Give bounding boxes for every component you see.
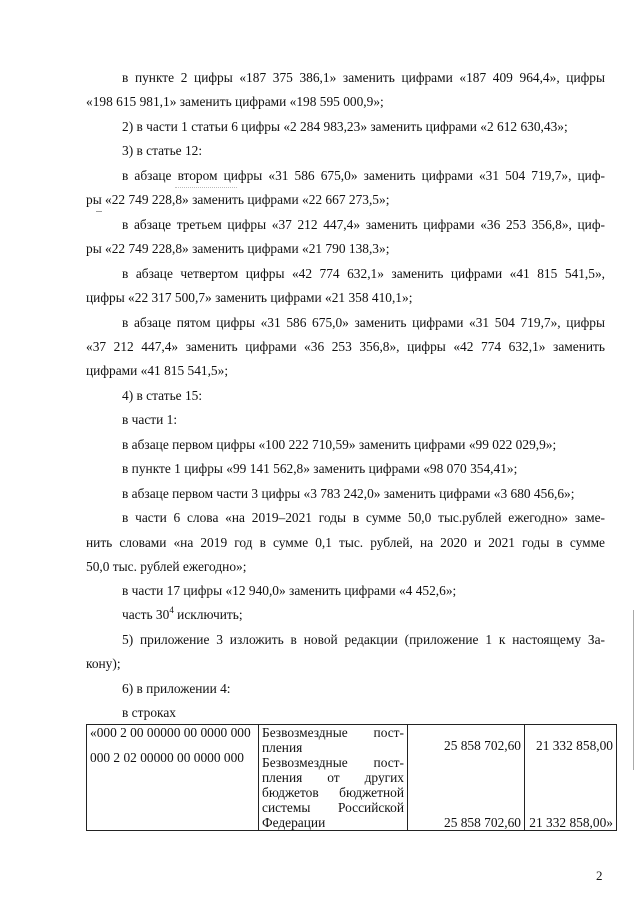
- name-cell-2-line4: системы Российской: [262, 800, 404, 815]
- table-cell-codes: [87, 725, 259, 831]
- name-cell-2-line5: Федерации: [262, 815, 326, 830]
- paragraph-abzac4-line2: цифры «22 317 500,7» заменить цифрами «21 358 410,1»;: [86, 290, 413, 305]
- value-cell-2a: 25 858 702,60: [444, 815, 521, 830]
- value-cell-1a: 25 858 702,60: [444, 738, 521, 753]
- page-number: 2: [596, 868, 603, 883]
- table-cell-values-b: [525, 725, 617, 831]
- chast30-suffix: исключить;: [173, 607, 243, 622]
- name-cell-1-line1: Безвозмездные пост-: [262, 725, 404, 740]
- budget-table: [86, 724, 617, 831]
- paragraph-abzac5-line3: цифрами «41 815 541,5»;: [86, 363, 229, 378]
- paragraph-item5-line1: 5) приложение 3 изложить в новой редакции (приложение 1 к настоящему За-: [122, 632, 605, 647]
- paragraph-chast30: [122, 604, 243, 623]
- chast30-superscript: 4: [169, 604, 174, 615]
- name-cell-2-line3: бюджетов бюджетной: [262, 785, 404, 800]
- paragraph-item5-line2: кону);: [86, 656, 121, 671]
- paragraph-chast6-line3: 50,0 тыс. рублей ежегодно»;: [86, 559, 247, 574]
- paragraph-item3: 3) в статье 12:: [122, 143, 203, 158]
- paragraph-chast3: в абзаце первом части 3 цифры «3 783 242,0» заменить цифрами «3 680 456,6»;: [122, 486, 575, 501]
- paragraph-punkt2-line2: «198 615 981,1» заменить цифрами «198 595 000,9»;: [86, 94, 384, 109]
- table-row: [87, 725, 617, 831]
- name-cell-2-line1: Безвозмездные пост-: [262, 755, 404, 770]
- paragraph-abzac4-line1: в абзаце четвертом цифры «42 774 632,1» заменить цифрами «41 815 541,5»,: [122, 266, 605, 281]
- paragraph-punkt2-line1: в пункте 2 цифры «187 375 386,1» заменить цифрами «187 409 964,4», цифры: [122, 70, 605, 85]
- chast30-text: часть 30: [122, 607, 170, 622]
- code-cell-2: 000 2 02 00000 00 0000 000: [90, 750, 244, 765]
- paragraph-chast6-line1: в части 6 слова «на 2019–2021 годы в сумме 50,0 тыс.рублей ежегодно» заме-: [122, 510, 605, 525]
- paragraph-v-strokah: в строках: [122, 705, 176, 720]
- paragraph-item6: 6) в приложении 4:: [122, 681, 231, 696]
- name-cell-2-line2: пления от других: [262, 770, 404, 785]
- paragraph-abzac5-line2: «37 212 447,4» заменить цифрами «36 253 356,8», цифры «42 774 632,1» заменить: [86, 339, 605, 354]
- table-cell-names: [259, 725, 408, 831]
- paragraph-abzac2-line1: в абзаце втором цифры «31 586 675,0» заменить цифрами «31 504 719,7», циф-: [122, 168, 605, 183]
- paragraph-abzac3-line2: ры «22 749 228,8» заменить цифрами «21 790 138,3»;: [86, 241, 390, 256]
- scan-edge-mark: [633, 610, 634, 770]
- paragraph-abzac2-line2: ры «22 749 228,8» заменить цифрами «22 667 273,5»;: [86, 192, 390, 207]
- paragraph-abzac3-line1: в абзаце третьем цифры «37 212 447,4» заменить цифрами «36 253 356,8», циф-: [122, 217, 605, 232]
- name-cell-1-line2: пления: [262, 740, 303, 755]
- paragraph-item4: 4) в статье 15:: [122, 388, 203, 403]
- paragraph-abzac5-line1: в абзаце пятом цифры «31 586 675,0» заменить цифрами «31 504 719,7», цифры: [122, 315, 605, 330]
- paragraph-chast6-line2: нить словами «на 2019 год в сумме 0,1 тыс. рублей, на 2020 и 2021 годы в сумме: [86, 535, 605, 550]
- paragraph-punkt1: в пункте 1 цифры «99 141 562,8» заменить цифрами «98 070 354,41»;: [122, 461, 518, 476]
- value-cell-1b: 21 332 858,00: [536, 738, 613, 753]
- paragraph-chast1: в части 1:: [122, 412, 178, 427]
- scan-tick-mark: [96, 211, 102, 212]
- paragraph-chast17: в части 17 цифры «12 940,0» заменить цифрами «4 452,6»;: [122, 583, 457, 598]
- table-cell-values-a: [408, 725, 525, 831]
- paragraph-abzac1: в абзаце первом цифры «100 222 710,59» заменить цифрами «99 022 029,9»;: [122, 437, 557, 452]
- scan-dotted-mark: [175, 187, 237, 188]
- value-cell-2b: 21 332 858,00»: [529, 815, 613, 830]
- code-cell-1: «000 2 00 00000 00 0000 000: [90, 725, 251, 740]
- paragraph-item2: 2) в части 1 статьи 6 цифры «2 284 983,23» заменить цифрами «2 612 630,43»;: [122, 119, 568, 134]
